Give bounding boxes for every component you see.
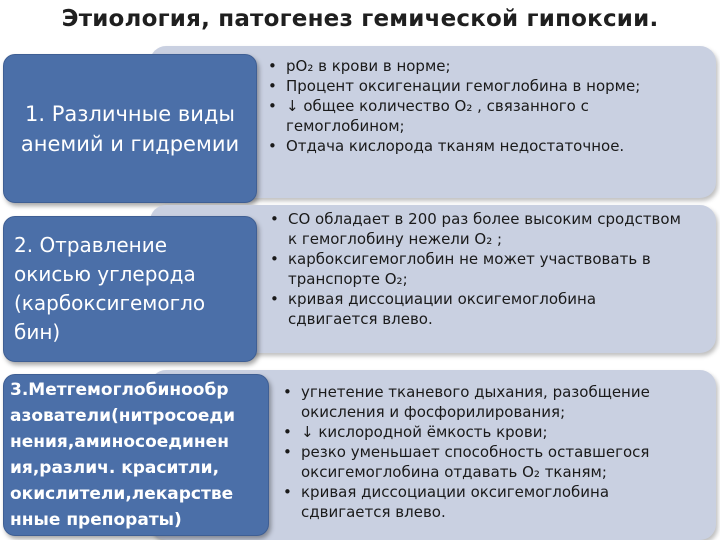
page-title: Этиология, патогенез гемической гипоксии. [61, 6, 659, 32]
list-item: • резко уменьшает способность оставшегося оксигемоглобина отдавать O₂ тканям; [283, 442, 713, 482]
row-1-heading: 1. Различные виды анемий и гидремии [20, 101, 240, 156]
list-item: • ↓ кислородной ёмкость крови; [283, 422, 713, 442]
list-item: • рO₂ в крови в норме; [268, 56, 713, 76]
row-3-bullet-list [283, 382, 713, 522]
list-item: • ↓ общее количество O₂ , связанного с гемоглобином; [268, 96, 713, 136]
list-item: • угнетение тканевого дыхания, разобщение окисления и фосфорилирования; [283, 382, 713, 422]
row-2-heading: 2. Отравление окисью углерода (карбоксигемогло бин) [14, 233, 206, 344]
row-2-heading-block [3, 216, 257, 362]
list-item: • Отдача кислорода тканям недостаточное. [268, 136, 713, 156]
list-item: • Процент оксигенации гемоглобина в норме; [268, 76, 713, 96]
row-3-heading-block [3, 374, 269, 536]
list-item: • CO обладает в 200 раз более высоким сродством к гемоглобину нежели O₂ ; [270, 209, 712, 249]
list-item: • кривая диссоциации оксигемоглобина сдвигается влево. [283, 482, 713, 522]
row-1-bullet-list [268, 56, 713, 156]
list-item: • кривая диссоциации оксигемоглобина сдвигается влево. [270, 289, 712, 329]
row-3-heading: 3.Метгемоглобинообр азователи(нитросоеди нения,аминосоединен ия,различ. краситли, окислители,лекарстве нные препораты) [10, 380, 236, 530]
list-item: • карбоксигемоглобин не может участвовать в транспорте O₂; [270, 249, 712, 289]
row-1-heading-block [3, 54, 257, 203]
row-2-bullet-list [270, 209, 712, 329]
